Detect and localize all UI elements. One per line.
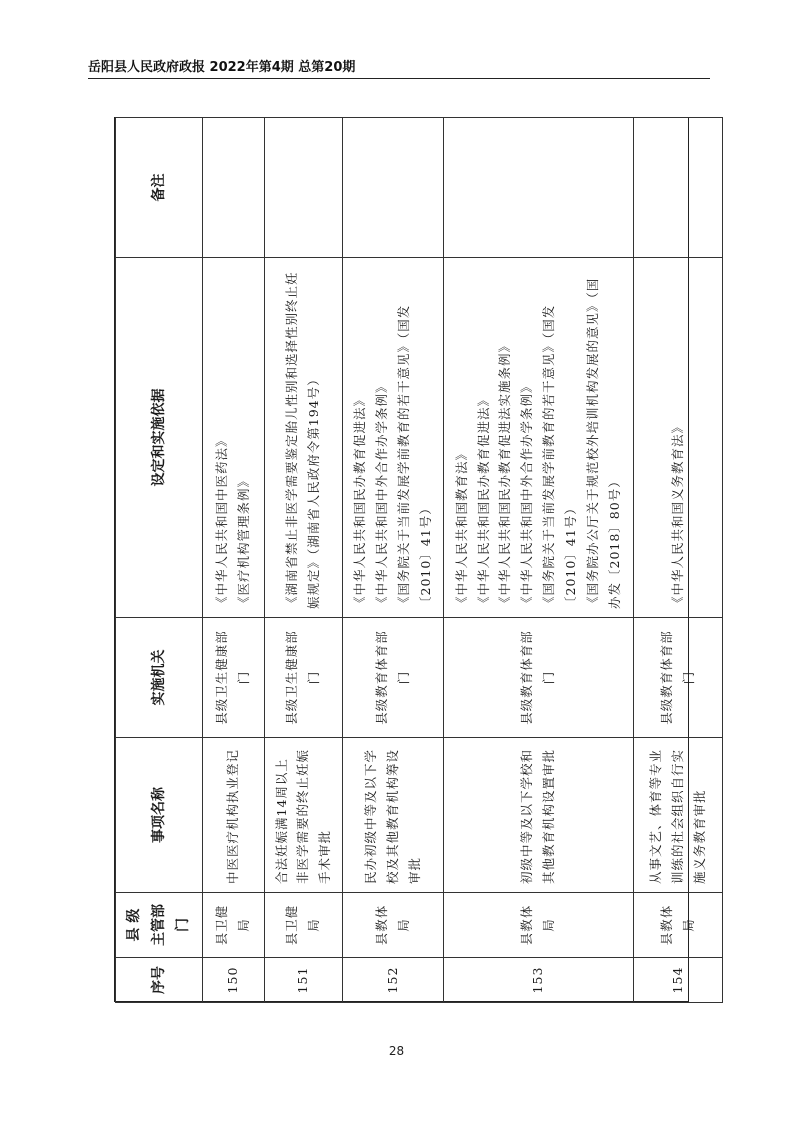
cell-dept: 县教体局 <box>343 893 444 958</box>
basis-line: 《中华人民共和国民办教育促进法》 <box>352 392 368 609</box>
basis-line: 《湖南省禁止非医学需要鉴定胎儿性别和选择性别终止妊娠规定》（湖南省人民政府令第194号） <box>284 271 322 609</box>
col-header-notes: 备注 <box>116 118 203 258</box>
basis-line: 《中华人民共和国中外合作办学条例》 <box>519 379 535 609</box>
cell-notes <box>264 118 343 258</box>
cell-basis <box>202 258 264 618</box>
basis-line: 《中华人民共和国中医药法》 <box>214 433 230 609</box>
cell-notes <box>633 118 722 258</box>
basis-line: 《医疗机构管理条例》 <box>236 473 251 609</box>
col-header-seq: 序号 <box>116 958 203 1003</box>
cell-item: 初级中等及以下学校和其他教育机构设置审批 <box>443 738 633 893</box>
cell-dept: 县教体局 <box>633 893 722 958</box>
cell-notes <box>443 118 633 258</box>
col-header-dept-line1: 县 级 <box>126 908 142 942</box>
cell-dept: 县教体局 <box>443 893 633 958</box>
col-header-item: 事项名称 <box>116 738 203 893</box>
cell-agency: 县级卫生健康部门 <box>202 618 264 738</box>
cell-agency: 县级教育体育部门 <box>443 618 633 738</box>
cell-item: 合法妊娠满14周以上非医学需要的终止妊娠手术审批 <box>264 738 343 893</box>
cell-dept: 县卫健局 <box>202 893 264 958</box>
basis-line: 《中华人民共和国民办教育促进法》 <box>475 392 491 609</box>
cell-agency: 县级教育体育部门 <box>633 618 722 738</box>
cell-seq: 151 <box>264 958 343 1003</box>
cell-dept: 县卫健局 <box>264 893 343 958</box>
cell-seq: 154 <box>633 958 722 1003</box>
gazette-header: 岳阳县人民政府政报 2022年第4期 总第20期 <box>88 56 710 79</box>
col-header-agency: 实施机关 <box>116 618 203 738</box>
cell-notes <box>343 118 444 258</box>
table-row <box>633 118 722 1003</box>
col-header-dept-line2: 主管部门 <box>150 904 191 946</box>
cell-item: 民办初级中等及以下学校及其他教育机构筹设审批 <box>343 738 444 893</box>
cell-seq: 150 <box>202 958 264 1003</box>
cell-agency: 县级卫生健康部门 <box>264 618 343 738</box>
table-row <box>202 118 264 1003</box>
table-row <box>443 118 633 1003</box>
basis-line: 《国务院办公厅关于规范校外培训机构发展的意见》（国办发〔2018〕80号） <box>584 277 622 609</box>
table-row <box>264 118 343 1003</box>
cell-agency: 县级教育体育部门 <box>343 618 444 738</box>
cell-basis <box>264 258 343 618</box>
rotated-table <box>115 117 723 1003</box>
cell-notes <box>202 118 264 258</box>
col-header-dept <box>116 893 203 958</box>
cell-seq: 153 <box>443 958 633 1003</box>
basis-line: 《中华人民共和国中外合作办学条例》 <box>374 379 389 609</box>
cell-basis <box>443 258 633 618</box>
basis-line: 《国务院关于当前发展学前教育的若干意见》（国发〔2010〕41号） <box>541 304 578 609</box>
basis-line: 《中华人民共和国义务教育法》 <box>669 419 685 609</box>
table-row <box>343 118 444 1003</box>
table-header-row <box>116 118 203 1003</box>
cell-seq: 152 <box>343 958 444 1003</box>
cell-item: 从事文艺、体育等专业训练的社会组织自行实施义务教育审批 <box>633 738 722 893</box>
basis-line: 《中华人民共和国民办教育促进法实施条例》 <box>497 338 513 609</box>
page-number: 28 <box>388 1044 405 1058</box>
basis-line: 《中华人民共和国教育法》 <box>453 446 469 609</box>
cell-basis <box>343 258 444 618</box>
basis-line: 《国务院关于当前发展学前教育的若干意见》（国发〔2010〕41号） <box>395 304 433 609</box>
cell-item: 中医医疗机构执业登记 <box>202 738 264 893</box>
cell-basis <box>633 258 722 618</box>
approval-items-table <box>114 117 707 1002</box>
col-header-basis: 设定和实施依据 <box>116 258 203 618</box>
